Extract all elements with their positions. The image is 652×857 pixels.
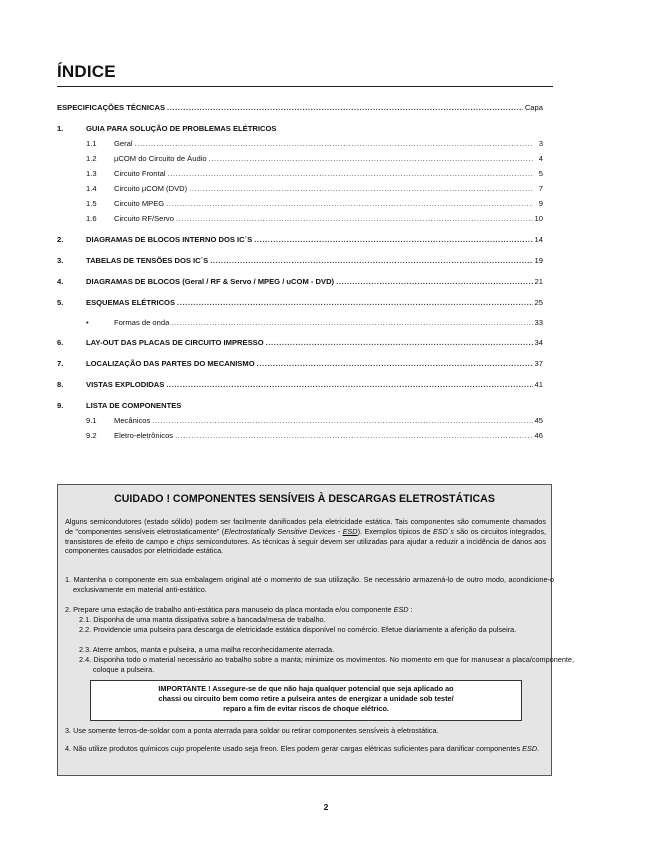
- toc-leader: [171, 318, 532, 327]
- toc-entry-number: 1.5: [86, 199, 97, 208]
- toc-entry-label: Circuito µCOM (DVD): [114, 184, 188, 193]
- toc-section-label: DIAGRAMAS DE BLOCOS INTERNO DOS IC´S: [86, 235, 253, 244]
- toc-leader: [152, 416, 532, 425]
- toc-leader: [175, 431, 532, 440]
- caution-subitem-2-3: 2.3. Aterre ambos, manta e pulseira, a uma malha reconhecidamente aterrada.: [79, 645, 335, 654]
- toc-section-8[interactable]: [57, 380, 543, 392]
- toc-entry-1-4[interactable]: [57, 184, 543, 196]
- toc-entry-label: Circuito MPEG: [114, 199, 165, 208]
- toc-section-number: 5.: [57, 298, 64, 307]
- toc-leader: [176, 214, 533, 223]
- toc-leader: [254, 235, 532, 244]
- toc-section-number: 7.: [57, 359, 64, 368]
- caution-item-3: 3. Use somente ferros-de-soldar com a ponta aterrada para soldar ou retirar componentes sensíveis à eletrostática.: [65, 726, 439, 735]
- bullet-icon: •: [86, 318, 89, 327]
- toc-page: 37: [534, 359, 543, 368]
- toc-entry-waveforms[interactable]: [57, 318, 543, 330]
- toc-leader: [336, 277, 532, 286]
- toc-section-1[interactable]: [57, 124, 543, 136]
- caution-subitem-2-4: 2.4. Disponha todo o material necessário ao trabalho sobre a manta; minimize os movimentos. No momento em que for manusear a placa/componente, coloque a pulseira.: [79, 655, 574, 674]
- toc-page: 19: [534, 256, 543, 265]
- toc-entry-label: Geral: [114, 139, 133, 148]
- toc-entry-number: 9.2: [86, 431, 97, 440]
- toc-entry-label: ESPECIFICAÇÕES TÉCNICAS: [57, 103, 166, 112]
- toc-section-number: 8.: [57, 380, 64, 389]
- toc-entry-label: Eletro-eletrônicos: [114, 431, 174, 440]
- toc-leader: [177, 298, 533, 307]
- toc-section-label: VISTAS EXPLODIDAS: [86, 380, 165, 389]
- toc-page: 3: [538, 139, 543, 148]
- toc-entry-label: Formas de onda: [114, 318, 170, 327]
- toc-page: 46: [534, 431, 543, 440]
- toc-entry-1-1[interactable]: [57, 139, 543, 151]
- toc-section-label: ESQUEMAS ELÉTRICOS: [86, 298, 176, 307]
- toc-page: 33: [534, 318, 543, 327]
- toc-page: 9: [538, 199, 543, 208]
- toc-section-label: LISTA DE COMPONENTES: [86, 401, 182, 410]
- toc-entry-specifications[interactable]: [57, 103, 543, 115]
- toc-leader: [266, 338, 533, 347]
- toc-entry-9-1[interactable]: [57, 416, 543, 428]
- toc-page: 10: [534, 214, 543, 223]
- esd-caution-box: [57, 484, 574, 776]
- toc-page: 5: [538, 169, 543, 178]
- toc-page: 34: [534, 338, 543, 347]
- toc-page: 41: [534, 380, 543, 389]
- caution-subitem-2-1: 2.1. Disponha de uma manta dissipativa sobre a bancada/mesa de trabalho.: [79, 615, 326, 624]
- toc-entry-label: µCOM do Circuito de Áudio: [114, 154, 207, 163]
- toc-section-number: 1.: [57, 124, 64, 133]
- toc-entry-label: Mecânicos: [114, 416, 151, 425]
- toc-entry-1-3[interactable]: [57, 169, 543, 181]
- toc-section-6[interactable]: [57, 338, 543, 350]
- toc-page: Capa: [524, 103, 543, 112]
- caution-item-2: 2. Prepare uma estação de trabalho anti-estática para manuseio da placa montada e/ou componente ESD :: [65, 605, 413, 614]
- toc-entry-number: 1.3: [86, 169, 97, 178]
- toc-section-7[interactable]: [57, 359, 543, 371]
- toc-section-2[interactable]: [57, 235, 543, 247]
- toc-section-label: DIAGRAMAS DE BLOCOS (Geral / RF & Servo / MPEG / uCOM - DVD): [86, 277, 335, 286]
- caution-subitem-2-2: 2.2. Providencie uma pulseira para descarga de eletricidade estática disponível no comércio. Efetue diariamente a aferição da pulseira.: [79, 625, 517, 634]
- page-title: ÍNDICE: [57, 62, 116, 81]
- toc-page: 21: [534, 277, 543, 286]
- toc-entry-label: Circuito RF/Servo: [114, 214, 174, 223]
- toc-page: 4: [538, 154, 543, 163]
- toc-page: 14: [534, 235, 543, 244]
- toc-section-number: 9.: [57, 401, 64, 410]
- toc-section-number: 6.: [57, 338, 64, 347]
- caution-intro: Alguns semicondutores (estado sólido) podem ser facilmente danificados pela eletricidade estática. Tais componentes são comumente chamados de "componentes sensíveis eletrostaticamente" (Electrostatically Sensitive Devices - ESD). Exemplos típicos de ESD´s são os circuitos integrados, transistores de efeito de campo e chips semicondutores. As técnicas à seguir devem ser utilizadas para ajudar a reduzir a incidência de danos aos componentes causados por eletricidade estática.: [65, 517, 547, 556]
- toc-entry-number: 1.1: [86, 139, 97, 148]
- toc-entry-9-2[interactable]: [57, 431, 543, 443]
- toc-leader: [209, 154, 533, 163]
- toc-section-label: TABELAS DE TENSÕES DOS IC´S: [86, 256, 209, 265]
- toc-entry-number: 1.6: [86, 214, 97, 223]
- toc-entry-number: 1.4: [86, 184, 97, 193]
- toc-section-label: LAY-OUT DAS PLACAS DE CIRCUITO IMPRESSO: [86, 338, 264, 347]
- toc-section-9[interactable]: [57, 401, 543, 413]
- toc-leader: [210, 256, 532, 265]
- toc-section-3[interactable]: [57, 256, 543, 268]
- toc-section-number: 4.: [57, 277, 64, 286]
- toc-leader: [167, 103, 523, 112]
- toc-section-4[interactable]: [57, 277, 543, 289]
- toc-section-label: LOCALIZAÇÃO DAS PARTES DO MECANISMO: [86, 359, 255, 368]
- caution-item-1: 1. Mantenha o componente em sua embalagem original até o momento de sua utilização. Se necessário armazená-lo de outro modo, acondicione-o exclusivamente em material anti-estático.: [65, 575, 554, 594]
- toc-leader: [167, 169, 533, 178]
- toc-page: 7: [538, 184, 543, 193]
- toc-leader: [257, 359, 533, 368]
- toc-leader: [166, 199, 533, 208]
- toc-page: 25: [534, 298, 543, 307]
- toc-entry-number: 9.1: [86, 416, 97, 425]
- caution-title: CUIDADO ! COMPONENTES SENSÍVEIS À DESCARGAS ELETROSTÁTICAS: [114, 493, 495, 505]
- caution-item-4: 4. Não utilize produtos químicos cujo propelente usado seja freon. Eles podem gerar cargas elétricas suficientes para danificar componentes ESD.: [65, 744, 540, 753]
- page-number: 2: [323, 802, 329, 812]
- toc-section-5[interactable]: [57, 298, 543, 310]
- toc-entry-1-5[interactable]: [57, 199, 543, 211]
- toc-leader: [166, 380, 532, 389]
- toc-section-label: GUIA PARA SOLUÇÃO DE PROBLEMAS ELÉTRICOS: [86, 124, 277, 133]
- toc-entry-number: 1.2: [86, 154, 97, 163]
- toc-leader: [135, 139, 533, 148]
- toc-section-number: 2.: [57, 235, 64, 244]
- important-notice: IMPORTANTE ! Assegure-se de que não haja qualquer potencial que seja aplicado ao chassi ou circuito bem como retire a pulseira antes de energizar a unidade sob teste/ reparo a fim de evitar riscos de choque elétrico.: [90, 680, 522, 721]
- toc-entry-label: Circuito Frontal: [114, 169, 166, 178]
- title-divider: [57, 86, 553, 87]
- toc-entry-1-6[interactable]: [57, 214, 543, 226]
- toc-page: 45: [534, 416, 543, 425]
- toc-entry-1-2[interactable]: [57, 154, 543, 166]
- toc-leader: [189, 184, 533, 193]
- toc-section-number: 3.: [57, 256, 64, 265]
